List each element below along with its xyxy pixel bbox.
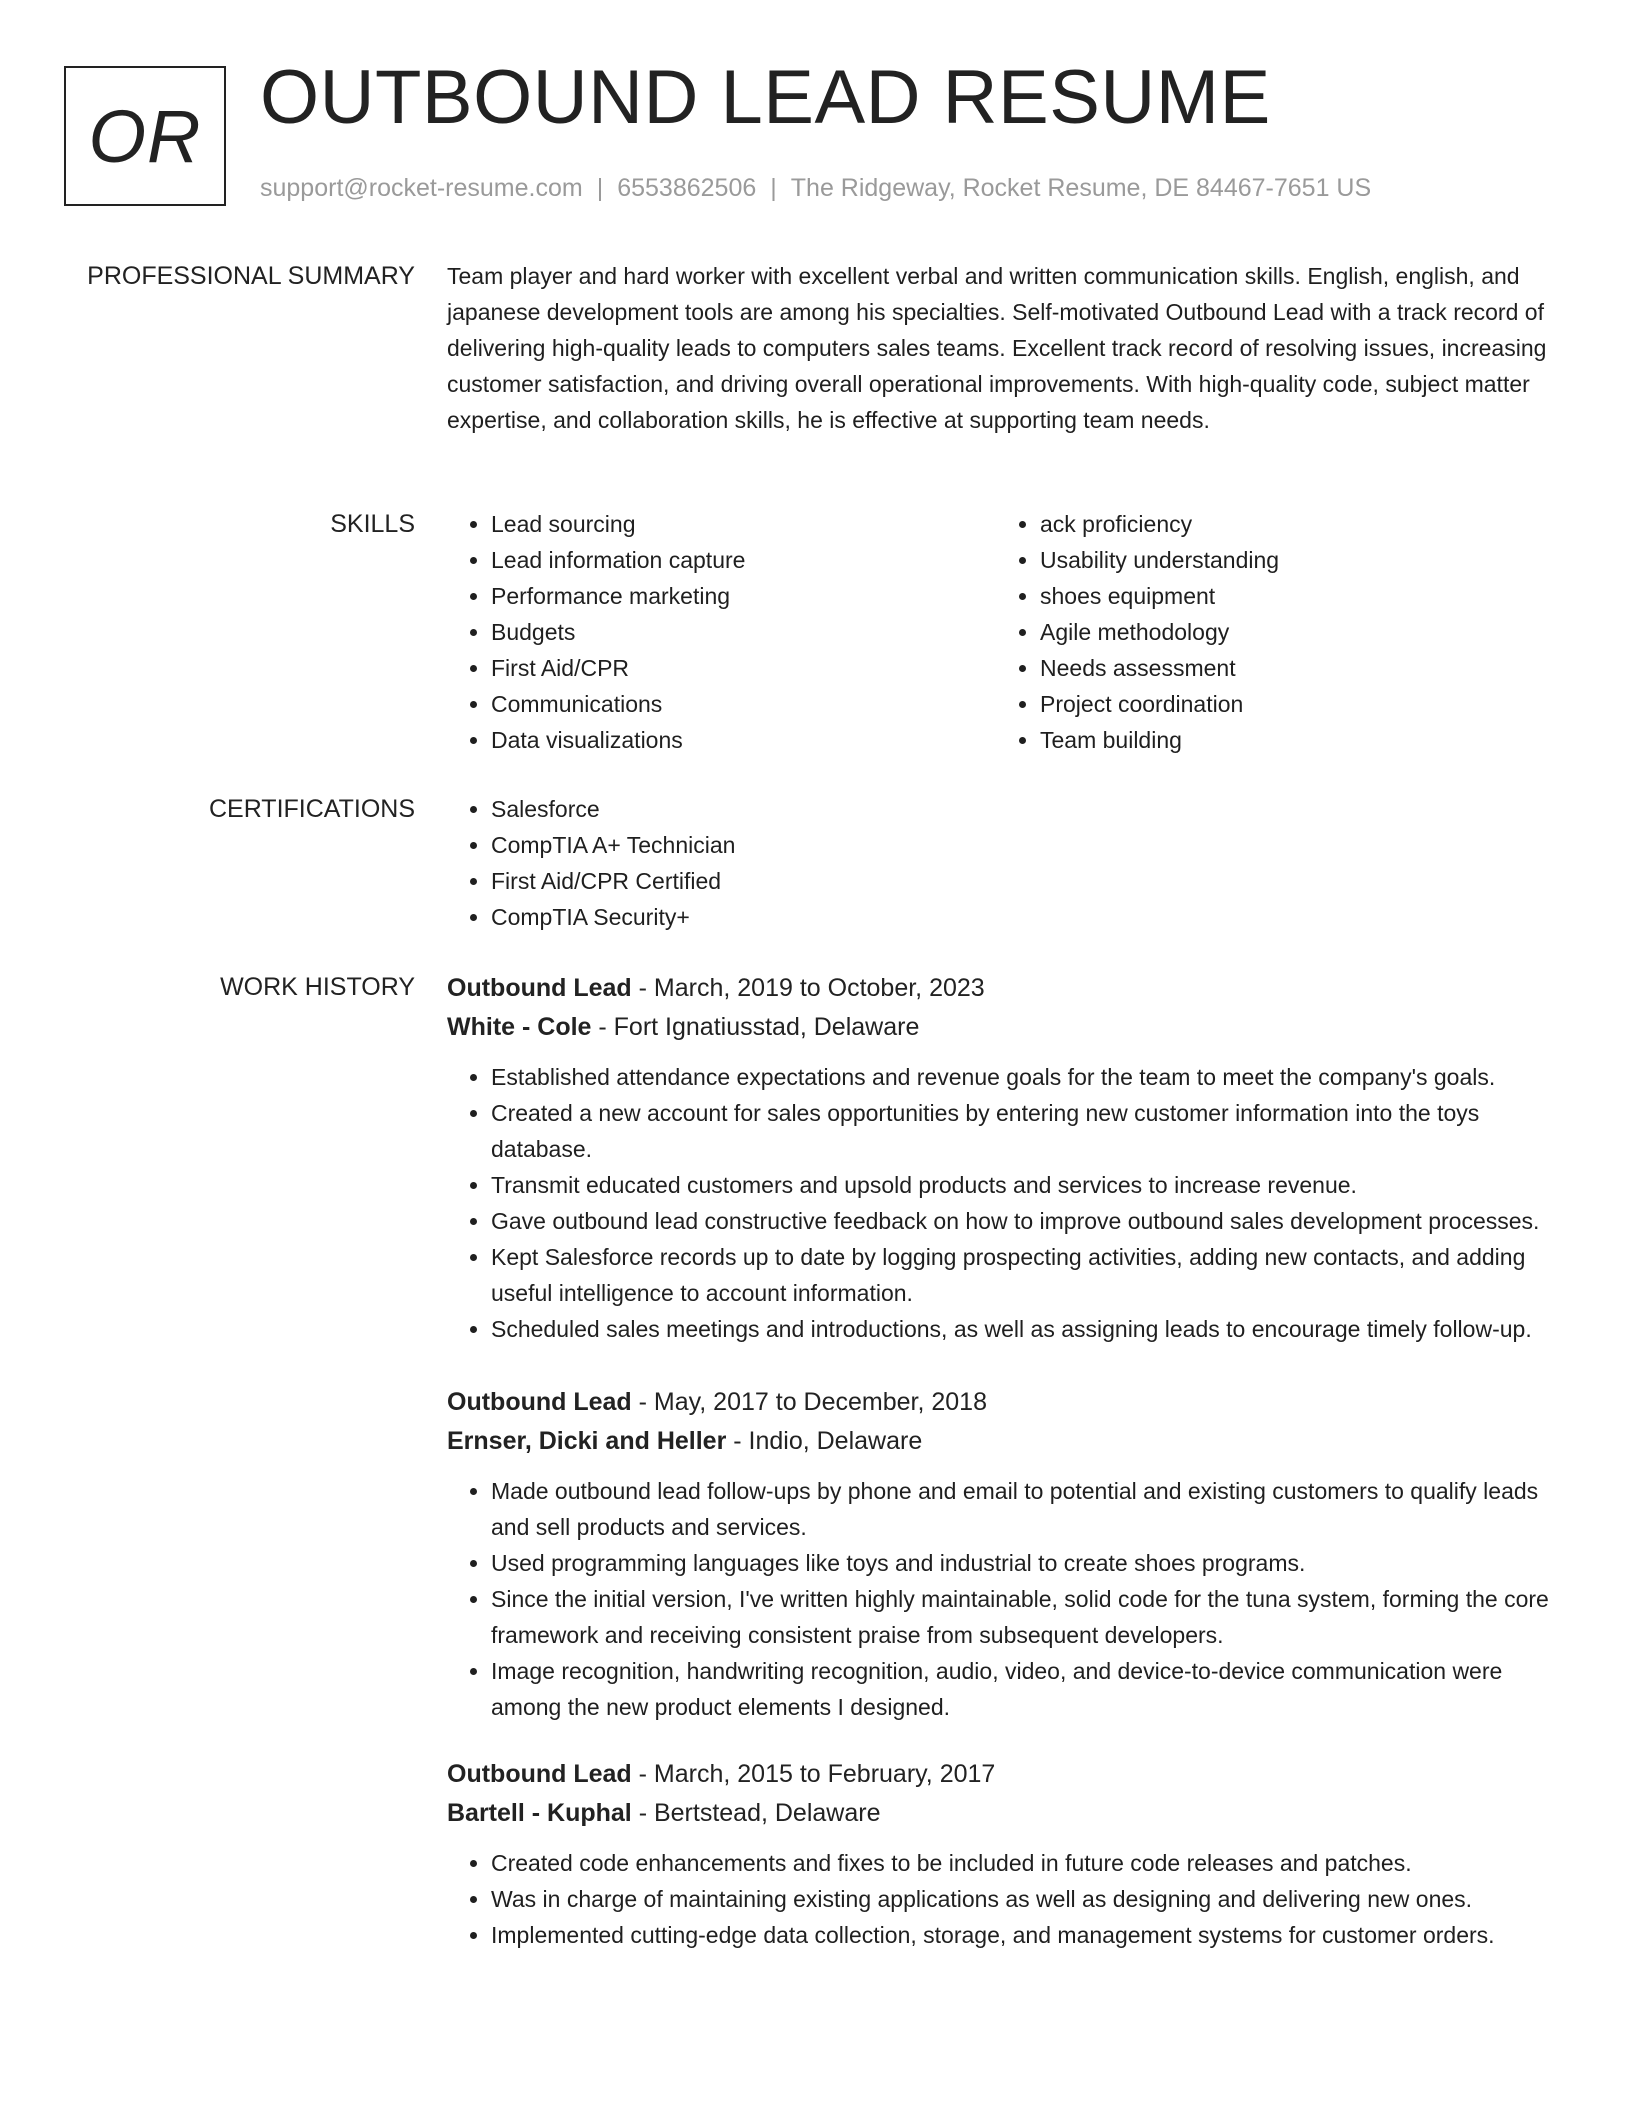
job-bullet: • Implemented cutting-edge data collection, storage, and management systems for customer orders. bbox=[491, 1917, 1567, 1953]
skill-item: • Data visualizations bbox=[491, 722, 996, 758]
skill-item: • Usability understanding bbox=[1040, 542, 1545, 578]
skill-item: • Budgets bbox=[491, 614, 996, 650]
summary-heading: PROFESSIONAL SUMMARY bbox=[87, 262, 415, 290]
skill-item: • Needs assessment bbox=[1040, 650, 1545, 686]
skills-list-left bbox=[447, 506, 996, 758]
job-bullets bbox=[447, 1473, 1567, 1725]
monogram-box bbox=[64, 66, 226, 206]
skill-item: • shoes equipment bbox=[1040, 578, 1545, 614]
job-bullet: • Since the initial version, I've written highly maintainable, solid code for the tuna system, forming the core framework and receiving consistent praise from subsequent developers. bbox=[491, 1581, 1567, 1653]
certifications-list bbox=[447, 791, 1567, 935]
skill-item: • Lead information capture bbox=[491, 542, 996, 578]
job-bullet: • Kept Salesforce records up to date by logging prospecting activities, adding new contacts, and adding useful intelligence to account information. bbox=[491, 1239, 1567, 1311]
resume-title: OUTBOUND LEAD RESUME bbox=[260, 55, 1271, 140]
skill-item: • ack proficiency bbox=[1040, 506, 1545, 542]
work-history-body bbox=[447, 969, 1567, 1953]
job-bullet: • Created code enhancements and fixes to be included in future code releases and patches. bbox=[491, 1845, 1567, 1881]
job-role: Outbound Lead bbox=[447, 1760, 632, 1788]
job-dates: - March, 2015 to February, 2017 bbox=[631, 1760, 996, 1788]
skill-item: • Performance marketing bbox=[491, 578, 996, 614]
job-title-line bbox=[447, 969, 1567, 1008]
job-company: White - Cole bbox=[447, 1013, 592, 1041]
skill-item: • First Aid/CPR bbox=[491, 650, 996, 686]
job-bullet: • Was in charge of maintaining existing applications as well as designing and delivering new ones. bbox=[491, 1881, 1567, 1917]
skill-item: • Agile methodology bbox=[1040, 614, 1545, 650]
job-bullet: • Made outbound lead follow-ups by phone and email to potential and existing customers to qualify leads and sell products and services. bbox=[491, 1473, 1567, 1545]
job-entry bbox=[447, 969, 1567, 1347]
job-bullet: • Gave outbound lead constructive feedback on how to improve outbound sales development processes. bbox=[491, 1203, 1567, 1239]
job-company-line bbox=[447, 1422, 1567, 1461]
certifications-body bbox=[447, 791, 1567, 935]
job-location: - Bertstead, Delaware bbox=[631, 1799, 881, 1827]
certification-item: • CompTIA A+ Technician bbox=[491, 827, 1567, 863]
job-bullet: • Transmit educated customers and upsold products and services to increase revenue. bbox=[491, 1167, 1567, 1203]
contact-email[interactable]: support@rocket-resume.com bbox=[260, 174, 583, 202]
job-bullet: • Scheduled sales meetings and introductions, as well as assigning leads to encourage timely follow-up. bbox=[491, 1311, 1567, 1347]
job-bullets bbox=[447, 1059, 1567, 1347]
contact-line bbox=[260, 174, 1371, 203]
work-history-heading: WORK HISTORY bbox=[220, 973, 415, 1001]
skill-item: • Team building bbox=[1040, 722, 1545, 758]
job-title-line bbox=[447, 1755, 1567, 1794]
job-bullets bbox=[447, 1845, 1567, 1953]
job-dates: - May, 2017 to December, 2018 bbox=[631, 1388, 987, 1416]
job-location: - Fort Ignatiusstad, Delaware bbox=[591, 1013, 920, 1041]
contact-address: The Ridgeway, Rocket Resume, DE 84467-7651 US bbox=[790, 174, 1372, 202]
job-bullet: • Established attendance expectations and revenue goals for the team to meet the company's goals. bbox=[491, 1059, 1567, 1095]
job-location: - Indio, Delaware bbox=[726, 1427, 923, 1455]
skills-body bbox=[447, 506, 1567, 758]
job-entry bbox=[447, 1755, 1567, 1953]
job-role: Outbound Lead bbox=[447, 1388, 632, 1416]
job-company: Ernser, Dicki and Heller bbox=[447, 1427, 727, 1455]
skills-heading: SKILLS bbox=[330, 510, 415, 538]
job-bullet: • Used programming languages like toys and industrial to create shoes programs. bbox=[491, 1545, 1567, 1581]
job-company-line bbox=[447, 1794, 1567, 1833]
skill-item: • Project coordination bbox=[1040, 686, 1545, 722]
certification-item: • CompTIA Security+ bbox=[491, 899, 1567, 935]
skills-list-right bbox=[996, 506, 1545, 758]
certification-item: • First Aid/CPR Certified bbox=[491, 863, 1567, 899]
summary-text: Team player and hard worker with excellent verbal and written communication skills. English, english, and japanese development tools are among his specialties. Self-motivated Outbound Lead with a track record of delivering high-quality leads to computers sales teams. Excellent track record of resolving issues, increasing customer satisfaction, and driving overall operational improvements. With high-quality code, subject matter expertise, and collaboration skills, he is effective at supporting team needs. bbox=[447, 263, 1547, 433]
job-role: Outbound Lead bbox=[447, 974, 632, 1002]
contact-separator: | bbox=[596, 174, 604, 202]
skill-item: • Communications bbox=[491, 686, 996, 722]
job-entry bbox=[447, 1383, 1567, 1725]
job-dates: - March, 2019 to October, 2023 bbox=[631, 974, 985, 1002]
job-bullet: • Created a new account for sales opportunities by entering new customer information into the toys database. bbox=[491, 1095, 1567, 1167]
monogram-initials: OR bbox=[88, 94, 202, 178]
job-title-line bbox=[447, 1383, 1567, 1422]
job-bullet: • Image recognition, handwriting recognition, audio, video, and device-to-device communication were among the new product elements I designed. bbox=[491, 1653, 1567, 1725]
certification-item: • Salesforce bbox=[491, 791, 1567, 827]
contact-phone[interactable]: 6553862506 bbox=[617, 174, 757, 202]
skill-item: • Lead sourcing bbox=[491, 506, 996, 542]
job-company: Bartell - Kuphal bbox=[447, 1799, 632, 1827]
certifications-heading: CERTIFICATIONS bbox=[208, 795, 415, 823]
contact-separator: | bbox=[770, 174, 777, 202]
job-company-line bbox=[447, 1008, 1567, 1047]
